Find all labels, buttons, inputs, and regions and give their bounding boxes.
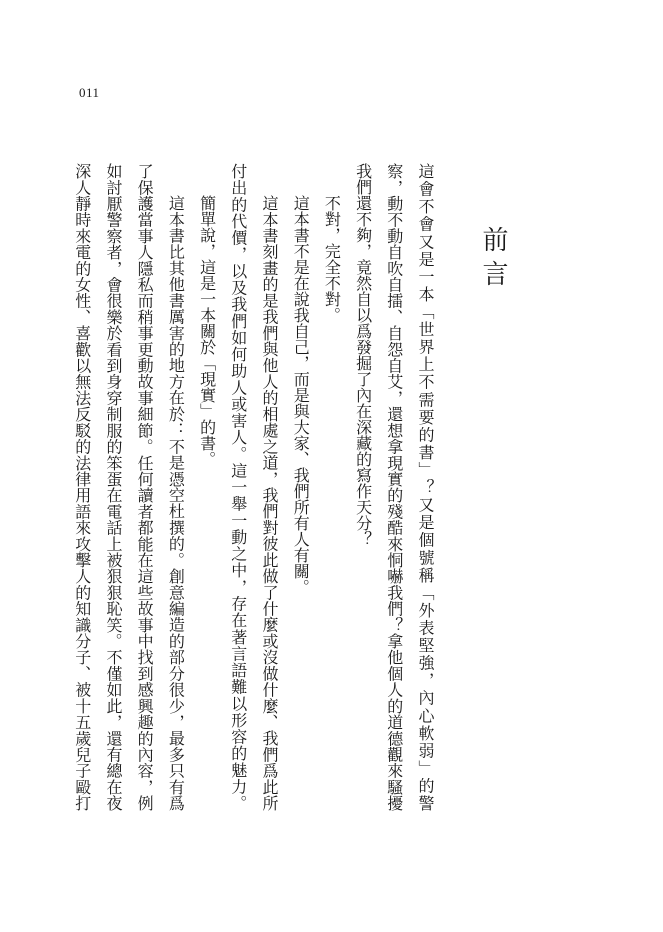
text-line: 這本書不是在說我自己，而是與大家、我們所有人有關。 (291, 195, 311, 595)
text-line: 了保護當事人隱私而稍事更動故事細節。任何讀者都能在這些故事中找到感興趣的內容，例 (135, 163, 155, 811)
text-line: 簡單說，這是一本關於「現實」的書。 (197, 195, 217, 467)
body-text (66, 163, 441, 811)
paragraph (316, 163, 347, 811)
chapter-title: 前言 (478, 226, 508, 294)
text-line: 如討厭警察者，會很樂於看到身穿制服的笨蛋在電話上被狠狠恥笑。不僅如此，還有總在夜 (103, 163, 123, 811)
page-number: 011 (79, 85, 100, 100)
paragraph (67, 163, 192, 811)
text-line: 付出的代價，以及我們如何助人或害人。這一舉一動之中，存在著言語難以形容的魅力。 (228, 163, 248, 811)
paragraph (223, 163, 285, 811)
text-line: 深人靜時來電的女性、喜歡以無法反駁的法律用語來攻擊人的知識分子、被十五歲兒子毆打 (72, 163, 92, 811)
text-line: 這會不會又是一本「世界上不需要的書」？又是個號稱「外表堅強，內心軟弱」的警 (416, 163, 435, 811)
paragraph (191, 163, 222, 811)
text-line: 這本書比其他書厲害的地方在於：不是憑空杜撰的。創意編造的部分很少，最多只有爲 (166, 195, 186, 811)
text-line: 這本書刻畫的是我們與他人的相處之道，我們對彼此做了什麼或沒做什麼、我們爲此所 (259, 195, 279, 811)
text-line: 不對，完全不對。 (322, 195, 342, 323)
paragraph (285, 163, 316, 811)
text-line: 察，動不動自吹自擂、自怨自艾，還想拿現實的殘酷來恫嚇我們？拿他個人的道德觀來騷擾 (384, 163, 404, 811)
paragraph (347, 163, 441, 811)
text-line: 我們還不夠，竟然自以爲發掘了內在深藏的寫作天分？ (353, 163, 373, 547)
